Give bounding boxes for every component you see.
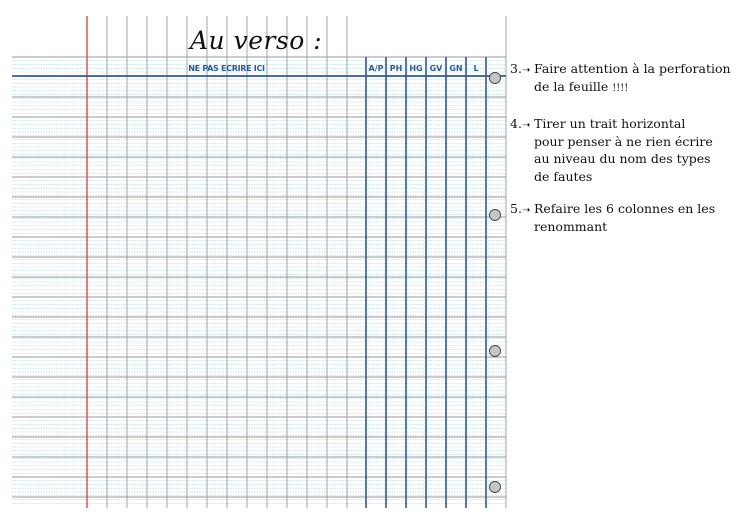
perforation-hole bbox=[490, 482, 501, 493]
step-line: Tirer un trait horizontal bbox=[534, 116, 686, 131]
step-line: renommant bbox=[534, 218, 608, 234]
perforation-hole bbox=[490, 210, 501, 221]
instructions-panel bbox=[510, 60, 746, 235]
column-header: GN bbox=[449, 64, 463, 73]
step-line: Refaire les 6 colonnes en les bbox=[534, 201, 716, 216]
column-header: A/P bbox=[368, 64, 384, 73]
arrow-icon: ➝ bbox=[521, 120, 531, 131]
step-emphasis: !!!! bbox=[612, 82, 629, 94]
perforation-hole bbox=[490, 73, 501, 84]
instruction-step-4 bbox=[510, 115, 746, 185]
grey-row-lines bbox=[12, 57, 506, 497]
step-line: de la feuille bbox=[534, 78, 609, 94]
page-title: Au verso : bbox=[190, 26, 323, 55]
arrow-icon: ➝ bbox=[521, 65, 531, 76]
instruction-step-5 bbox=[510, 200, 746, 235]
column-header: L bbox=[473, 64, 479, 73]
header-do-not-write: NE PAS ECRIRE ICI bbox=[188, 64, 265, 73]
column-header: PH bbox=[389, 64, 403, 73]
step-number: 4. bbox=[510, 116, 522, 131]
step-number: 3. bbox=[510, 61, 522, 76]
column-header: HG bbox=[409, 64, 423, 73]
step-line: pour penser à ne rien écrire bbox=[534, 133, 713, 149]
step-line: au niveau du nom des types bbox=[534, 151, 711, 166]
instruction-step-3 bbox=[510, 60, 746, 97]
arrow-icon: ➝ bbox=[521, 205, 531, 216]
step-line: de fautes bbox=[534, 168, 593, 184]
seyes-ruled-lines bbox=[12, 57, 506, 503]
step-line: Faire attention à la perforation bbox=[534, 61, 731, 76]
perforation-hole bbox=[490, 346, 501, 357]
column-header: GV bbox=[429, 64, 443, 73]
step-number: 5. bbox=[510, 201, 522, 216]
